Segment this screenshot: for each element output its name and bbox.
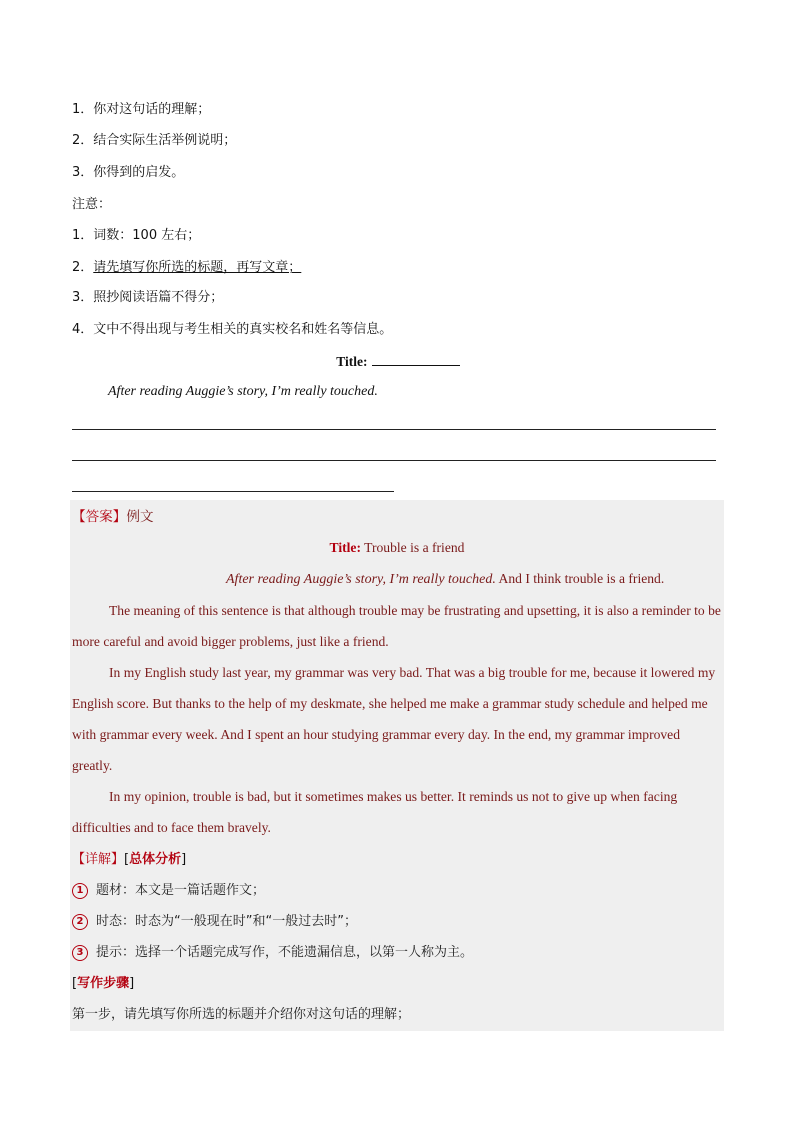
answer-first-line <box>72 563 722 595</box>
answer-tag: 【答案】 <box>72 509 127 524</box>
note-1: 1．词数：100 左右； <box>72 228 201 243</box>
circle-number-1-icon: 1 <box>72 883 88 899</box>
steps-close: ] <box>129 976 135 991</box>
title-label: Title: <box>336 354 368 369</box>
detail-item-2-text: 时态：时态为“一般现在时”和“一般过去时”； <box>96 914 357 929</box>
title-blank[interactable] <box>372 351 460 366</box>
writing-line-1[interactable] <box>72 429 716 430</box>
answer-first-rest: And I think trouble is a friend. <box>498 571 665 586</box>
detail-section-close: ] <box>181 852 187 867</box>
detail-item-3 <box>72 943 473 963</box>
requirement-2: 2．结合实际生活举例说明； <box>72 133 237 148</box>
opening-sentence: After reading Auggie’s story, I’m really touched. <box>108 384 378 399</box>
note-3: 3．照抄阅读语篇不得分； <box>72 290 224 305</box>
writing-line-3[interactable] <box>72 491 394 492</box>
answer-header <box>72 501 722 532</box>
title-line <box>72 351 724 372</box>
circle-number-2-icon: 2 <box>72 914 88 930</box>
answer-paragraph-3: In my opinion, trouble is bad, but it sometimes makes us better. It reminds us not to give up when facing difficulties and to face them bravely. <box>72 789 678 835</box>
detail-section-title: 总体分析 <box>129 852 182 867</box>
answer-block <box>72 501 722 843</box>
requirement-1: 1．你对这句话的理解； <box>72 102 211 117</box>
answer-paragraph-1: The meaning of this sentence is that although trouble may be frustrating and upsetting, it is also a reminder to be more careful and avoid bigger problems, just like a friend. <box>72 603 721 649</box>
answer-title-label: Title: <box>329 540 361 555</box>
answer-title-value: Trouble is a friend <box>364 540 465 555</box>
note-2-number: 2． <box>72 260 94 275</box>
detail-tag: 【详解】 <box>72 852 125 867</box>
steps-title: 写作步骤 <box>77 976 130 991</box>
answer-paragraph-2: In my English study last year, my grammar was very bad. That was a big trouble for me, because it lowered my English score. But thanks to the help of my deskmate, she helped me make a grammar study schedule and helped me with grammar every week. And I spent an hour studying grammar every day. In the end, my grammar improved greatly. <box>72 665 716 773</box>
circle-number-3-icon: 3 <box>72 945 88 961</box>
notes-label: 注意： <box>72 197 112 212</box>
answer-tag-suffix: 例文 <box>126 509 154 524</box>
steps-open: [ <box>72 976 78 991</box>
detail-item-1-text: 题材：本文是一篇话题作文； <box>96 883 266 898</box>
requirement-3: 3．你得到的启发。 <box>72 165 185 180</box>
note-2-text: 请先填写你所选的标题，再写文章； <box>93 260 302 275</box>
note-2 <box>72 258 301 278</box>
answer-first-italic: After reading Auggie’s story, I’m really touched. <box>226 572 496 587</box>
answer-title <box>72 532 722 563</box>
note-4: 4．文中不得出现与考生相关的真实校名和姓名等信息。 <box>72 322 393 337</box>
writing-step-1: 第一步，请先填写你所选的标题并介绍你对这句话的理解； <box>72 1007 411 1022</box>
detail-item-1 <box>72 881 265 901</box>
writing-steps-header <box>72 974 134 994</box>
writing-line-2[interactable] <box>72 460 716 461</box>
detail-item-2 <box>72 912 357 932</box>
detail-section-open: [ <box>124 852 130 867</box>
detail-header <box>72 850 186 870</box>
detail-item-3-text: 提示：选择一个话题完成写作，不能遗漏信息，以第一人称为主。 <box>96 945 474 960</box>
